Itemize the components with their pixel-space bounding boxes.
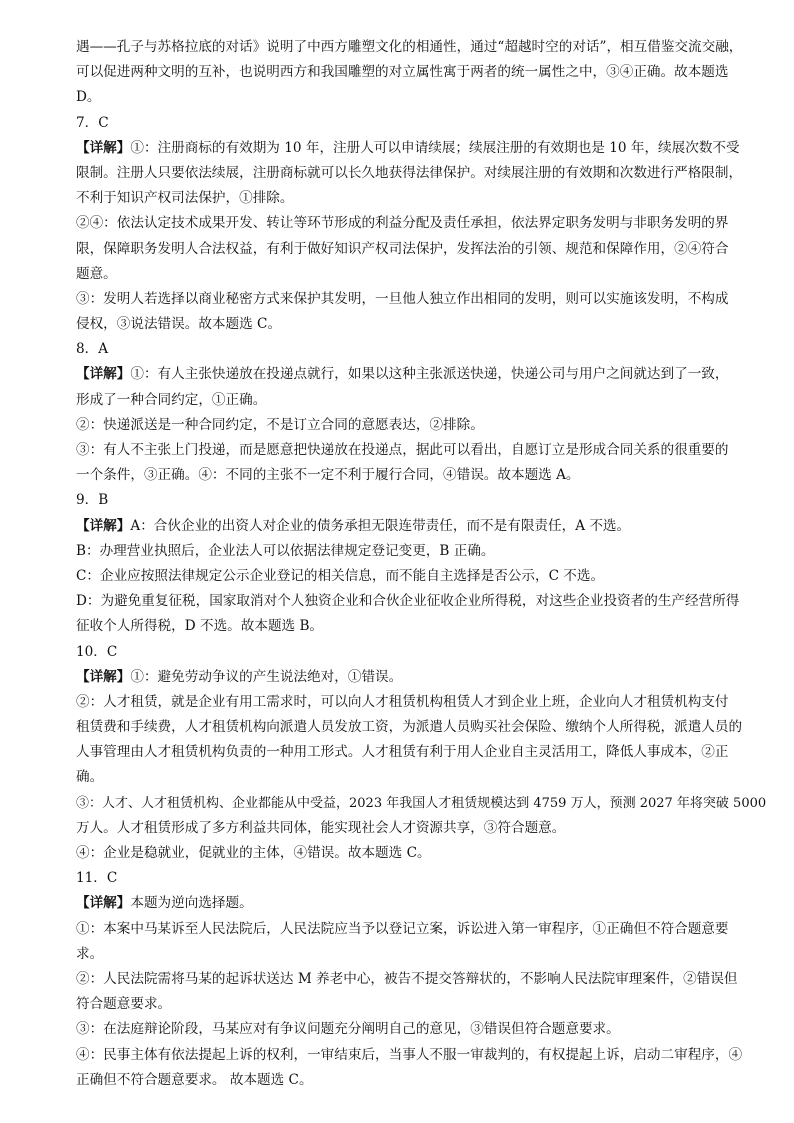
text-line: ②：人才租赁，就是企业有用工需求时，可以向人才租赁机构租赁人才到企业上班，企业向人才租赁机构支付	[76, 693, 729, 710]
text-line: C：企业应按照法律规定公示企业登记的相关信息，而不能自主选择是否公示，C 不选。	[76, 567, 605, 584]
text-line: 征收个人所得税，D 不选。故本题选 B。	[76, 618, 324, 635]
text-line: D。	[76, 89, 101, 106]
text-line: B：办理营业执照后，企业法人可以依据法律规定登记变更，B 正确。	[76, 542, 495, 559]
text-line: 确。	[76, 769, 104, 786]
question-number: 11．C	[76, 870, 118, 887]
question-number: 9．B	[76, 492, 109, 509]
text-line: 限，保障职务发明人合法权益，有利于做好知识产权司法保护，发挥法治的引领、规范和保障作用，②④符合	[76, 240, 729, 257]
question-number: 8．A	[76, 341, 109, 358]
text-line: ③：在法庭辩论阶段，马某应对有争议问题充分阐明自己的意见，③错误但符合题意要求。	[76, 1021, 620, 1038]
text-line: 【详解】本题为逆向选择题。	[76, 895, 253, 912]
text-line: ③：有人不主张上门投递，而是愿意把快递放在投递点，据此可以看出，自愿订立是形成合同关系的很重要的	[76, 442, 729, 458]
text-line: ②：人民法院需将马某的起诉状送达 M 养老中心，被告不提交答辩状的，不影响人民法院审理案件，②错误但	[76, 970, 738, 987]
detail-tag: 【详解】	[76, 895, 131, 912]
text-line: 【详解】①：有人主张快递放在投递点就行，如果以这种主张派送快递，快递公司与用户之间就达到了一致，	[76, 366, 729, 383]
text-line: ④：企业是稳就业，促就业的主体，④错误。故本题选 C。	[76, 845, 431, 861]
text-line: 形成了一种合同约定，①正确。	[76, 391, 267, 408]
question-number: 7．C	[76, 114, 109, 131]
text-line: 限制。注册人只要依法续展，注册商标就可以长久地获得法律保护。对续展注册的有效期和次数进行严格限制，	[76, 164, 743, 181]
text-line: 遇——孔子与苏格拉底的对话》说明了中西方雕塑文化的相通性，通过“超越时空的对话”，相互借鉴交流交融，	[76, 39, 743, 55]
text-line: 求。	[76, 945, 104, 962]
text-line: 【详解】A：合伙企业的出资人对企业的债务承担无限连带责任，而不是有限责任，A 不选。	[76, 517, 631, 534]
text-line: 【详解】①：注册商标的有效期为 10 年，注册人可以申请续展；续展注册的有效期也是 10 年，续展次数不受	[76, 139, 740, 156]
question-number: 10．C	[76, 643, 118, 660]
detail-tag: 【详解】	[76, 668, 131, 685]
text-line: 租赁费和手续费，人才租赁机构向派遣人员发放工资，为派遣人员购买社会保险、缴纳个人所得税，派遣人员的	[76, 719, 743, 736]
answer-explanations	[76, 35, 766, 1093]
text-line: ①：本案中马某诉至人民法院后，人民法院应当予以登记立案，诉讼进入第一审程序，①正确但不符合题意要	[76, 920, 729, 937]
text-line: D：为避免重复征税，国家取消对个人独资企业和合伙企业征收企业所得税，对这些企业投资者的生产经营所得	[76, 593, 740, 610]
detail-tag: 【详解】	[76, 366, 131, 383]
detail-tag: 【详解】	[76, 139, 131, 156]
text-line: 符合题意要求。	[76, 996, 172, 1013]
detail-tag: 【详解】	[76, 517, 131, 534]
text-line: 【详解】①：避免劳动争议的产生说法绝对，①错误。	[76, 668, 403, 685]
text-line: ③：人才、人才租赁机构、企业都能从中受益，2023 年我国人才租赁规模达到 4759 万人，预测 2027 年将突破 5000	[76, 795, 767, 811]
text-line: 一个条件，③正确。④：不同的主张不一定不利于履行合同，④错误。故本题选 A。	[76, 467, 580, 484]
text-line: ④：民事主体有依法提起上诉的权利，一审结束后，当事人不服一审裁判的，有权提起上诉，启动二审程序，④	[76, 1046, 743, 1063]
text-line: ②：快递派送是一种合同约定，不是订立合同的意愿表达，②排除。	[76, 416, 484, 433]
text-line: 不利于知识产权司法保护，①排除。	[76, 190, 294, 207]
text-line: 万人。人才租赁形成了多方利益共同体，能实现社会人才资源共享，③符合题意。	[76, 819, 566, 836]
text-line: 可以促进两种文明的互补，也说明西方和我国雕塑的对立属性寓于两者的统一属性之中，③④正确。故本题选	[76, 64, 729, 81]
text-line: ②④：依法认定技术成果开发、转让等环节形成的利益分配及责任承担，依法界定职务发明与非职务发明的界	[76, 215, 729, 232]
text-line: 正确但不符合题意要求。 故本题选 C。	[76, 1071, 313, 1088]
text-line: 题意。	[76, 265, 117, 282]
text-line: 人事管理由人才租赁机构负责的一种用工形式。人才租赁有利于用人企业自主灵活用工，降低人事成本，②正	[76, 744, 729, 761]
text-line: 侵权，③说法错误。故本题选 C。	[76, 316, 282, 333]
text-line: ③：发明人若选择以商业秘密方式来保护其发明，一旦他人独立作出相同的发明，则可以实施该发明，不构成	[76, 290, 729, 307]
